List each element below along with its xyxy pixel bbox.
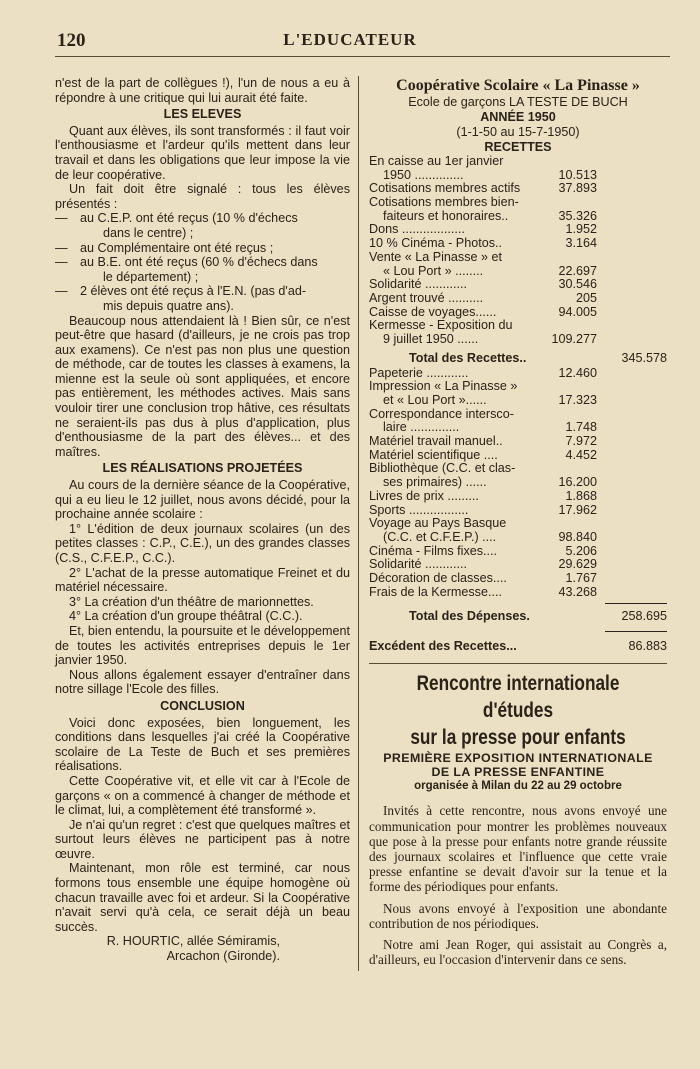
ledger-label: Voyage au Pays Basque bbox=[369, 516, 507, 531]
ledger-label: Cinéma - Films fixes.... bbox=[369, 543, 498, 558]
ledger-amount: 22.697 bbox=[558, 263, 597, 278]
paragraph: Maintenant, mon rôle est terminé, car nous formons tous ensemble une équipe homogène où chacun travaille avec foi et ardeur. Si la Coopérative n'avait servi qu'à cela, ce serait déjà un beau succès. bbox=[55, 861, 350, 934]
ledger-amount: 10.513 bbox=[558, 167, 597, 182]
paragraph: Un fait doit être signalé : tous les élèves présentés : bbox=[55, 182, 350, 211]
ledger-label: Vente « La Pinasse » et bbox=[369, 249, 503, 264]
paragraph: Quant aux élèves, ils sont transformés : il faut voir l'enthousiasme et l'ardeur qu'ils mettent dans leur travail et dans les obligations que leur impose la vie de leur coopérative. bbox=[55, 123, 350, 182]
ledger-row bbox=[369, 251, 667, 265]
column-divider bbox=[358, 76, 359, 971]
ledger-row bbox=[369, 558, 667, 572]
ledger-amount: 1.952 bbox=[565, 222, 597, 237]
ledger-row bbox=[369, 265, 667, 279]
ledger-row bbox=[369, 237, 667, 251]
paragraph: Nous avons envoyé à l'exposition une abondante contribution de nos périodiques. bbox=[369, 900, 667, 931]
ledger-label: Bibliothèque (C.C. et clas- bbox=[369, 461, 516, 476]
ledger-label: Cotisations membres actifs bbox=[369, 181, 521, 196]
list-item bbox=[55, 241, 350, 256]
exam-results-list bbox=[55, 211, 350, 313]
ledger-amount: 17.323 bbox=[558, 393, 597, 407]
list-item bbox=[55, 284, 350, 299]
paragraph: Notre ami Jean Roger, qui assistait au Congrès a, d'ailleurs, eu l'occasion d'intervenir dans ce sens. bbox=[369, 936, 667, 968]
signature-line: Arcachon (Gironde). bbox=[166, 949, 280, 964]
total-recettes-label: Total des Recettes.. bbox=[409, 350, 527, 365]
ledger-amount: 12.460 bbox=[558, 365, 597, 380]
sum-rule bbox=[369, 625, 667, 635]
ledger-row bbox=[369, 292, 667, 306]
ledger-label: Impression « La Pinasse » bbox=[369, 379, 518, 394]
dash: — bbox=[55, 284, 68, 299]
ledger-row bbox=[369, 435, 667, 449]
ledger-row bbox=[369, 504, 667, 518]
ledger-amount: 109.277 bbox=[551, 331, 597, 346]
ledger-row bbox=[369, 572, 667, 586]
depenses-ledger bbox=[369, 367, 667, 600]
ledger-amount: 37.893 bbox=[558, 181, 597, 196]
paragraph: Voici donc exposées, bien longuement, les conditions dans lesquelles j'ai créé la Coopérative scolaire de La Teste de Buch et ses premières réalisations. bbox=[55, 715, 350, 774]
total-recettes-row bbox=[369, 347, 667, 367]
excedent-label: Excédent des Recettes... bbox=[369, 639, 517, 654]
excedent-amount: 86.883 bbox=[628, 639, 667, 654]
ledger-amount: 1.767 bbox=[565, 570, 597, 585]
ledger-row bbox=[369, 449, 667, 463]
ledger-amount: 35.326 bbox=[558, 208, 597, 223]
page-number: 120 bbox=[57, 30, 86, 51]
paragraph: 4° La création d'un groupe théâtral (C.C.). bbox=[69, 609, 303, 624]
ledger-row bbox=[369, 182, 667, 196]
journal-title: L'EDUCATEUR bbox=[283, 30, 417, 49]
ledger-row bbox=[369, 367, 667, 381]
ledger-row bbox=[369, 155, 667, 169]
ledger-amount: 205 bbox=[575, 290, 597, 305]
signature-line: R. HOURTIC, allée Sémiramis, bbox=[106, 934, 280, 949]
ledger-amount: 1.868 bbox=[565, 488, 597, 503]
conference-subtitle: PREMIÈRE EXPOSITION INTERNATIONALE bbox=[383, 751, 653, 766]
year-heading: ANNÉE 1950 bbox=[480, 110, 556, 124]
total-depenses-row bbox=[369, 605, 667, 625]
ledger-label: Matériel travail manuel.. bbox=[369, 434, 503, 449]
ledger-amount: 30.546 bbox=[558, 277, 597, 292]
list-item-text: au C.E.P. ont été reçus (10 % d'échecs bbox=[80, 211, 298, 226]
ledger-amount: 5.206 bbox=[565, 543, 597, 558]
ledger-amount: 98.840 bbox=[558, 529, 597, 544]
ledger-label: Décoration de classes.... bbox=[369, 570, 507, 585]
ledger-row bbox=[369, 380, 667, 394]
recettes-heading: RECETTES bbox=[484, 140, 552, 154]
conference-dates: organisée à Milan du 22 au 29 octobre bbox=[414, 780, 622, 793]
paragraph: Cette Coopérative vit, et elle vit car à l'Ecole de garçons « on a commencé à changer de méthode et le climat, lui, a complètement été transformé ». bbox=[55, 773, 350, 818]
conference-title: Rencontre internationale d'études bbox=[416, 672, 620, 723]
section-heading-conclusion: CONCLUSION bbox=[160, 698, 245, 713]
ledger-label: ses primaires) ...... bbox=[383, 475, 487, 490]
header-rule bbox=[55, 56, 670, 57]
school-name: Ecole de garçons LA TESTE DE BUCH bbox=[408, 95, 628, 109]
ledger-row bbox=[369, 210, 667, 224]
ledger-label: « Lou Port » ........ bbox=[383, 263, 484, 278]
ledger-row bbox=[369, 169, 667, 183]
total-recettes-amount: 345.578 bbox=[621, 350, 667, 365]
period: (1-1-50 au 15-7-1950) bbox=[456, 125, 580, 139]
ledger-row bbox=[369, 223, 667, 237]
ledger-row bbox=[369, 319, 667, 333]
section-heading-eleves: LES ELEVES bbox=[163, 107, 242, 122]
paragraph: Je n'ai qu'un regret : c'est que quelques maîtres et surtout leurs élèves ne participent pas à notre œuvre. bbox=[55, 817, 350, 861]
ledger-row bbox=[369, 333, 667, 347]
ledger-label: Papeterie ............ bbox=[369, 365, 469, 380]
total-depenses-amount: 258.695 bbox=[621, 609, 667, 624]
ledger-amount: 43.268 bbox=[558, 584, 597, 599]
ledger-row bbox=[369, 517, 667, 531]
list-item bbox=[55, 211, 350, 226]
ledger-label: 9 juillet 1950 ...... bbox=[383, 331, 479, 346]
dash: — bbox=[55, 211, 68, 226]
list-item bbox=[55, 255, 350, 270]
list-item-text: 2 élèves ont été reçus à l'E.N. (pas d'ad- bbox=[80, 284, 307, 299]
paragraph: Invités à cette rencontre, nous avons envoyé une communication pour montrer les problèmes nouveaux que pose à la presse pour enfants notre grande réussite des journaux scolaires et l'influence que cette vraie presse enfantine se devait d'avoir sur la tenue et la forme des périodiques pour enfants. bbox=[369, 803, 667, 895]
paragraph: 1° L'édition de deux journaux scolaires (un des petites classes : C.P., C.E.), un des grandes classes (C.S., C.F.E.P., C.C.). bbox=[55, 521, 350, 565]
ledger-amount: 16.200 bbox=[558, 475, 597, 490]
left-column bbox=[55, 76, 350, 964]
paragraph: 3° La création d'un théâtre de marionnettes. bbox=[69, 594, 314, 609]
ledger-row bbox=[369, 421, 667, 435]
paragraph: Et, bien entendu, la poursuite et le développement de toutes les activités entreprises depuis le 1er janvier 1950. bbox=[55, 623, 350, 668]
ledger-row bbox=[369, 408, 667, 422]
recettes-ledger bbox=[369, 155, 667, 347]
ledger-label: Argent trouvé .......... bbox=[369, 290, 484, 305]
ledger-amount: 29.629 bbox=[558, 557, 597, 572]
ledger-label: faiteurs et honoraires.. bbox=[383, 208, 509, 223]
paragraph: Au cours de la dernière séance de la Coopérative, qui a eu lieu le 12 juillet, nous avons décidé, pour la prochaine année scolaire : bbox=[55, 478, 350, 522]
right-column bbox=[369, 76, 667, 973]
list-item-continuation: le département) ; bbox=[103, 269, 199, 284]
section-heading-realisations: LES RÉALISATIONS PROJETÉES bbox=[102, 461, 303, 476]
ledger-row bbox=[369, 545, 667, 559]
ledger-row bbox=[369, 196, 667, 210]
ledger-label: Livres de prix ......... bbox=[369, 488, 479, 503]
list-item-text: au B.E. ont été reçus (60 % d'échecs dans bbox=[80, 255, 318, 270]
ledger-label: Cotisations membres bien- bbox=[369, 195, 519, 210]
ledger-row bbox=[369, 531, 667, 545]
total-depenses-label: Total des Dépenses. bbox=[409, 609, 530, 624]
ledger-amount: 17.962 bbox=[558, 502, 597, 517]
conference-title: sur la presse pour enfants bbox=[410, 726, 626, 750]
list-item-continuation: mis depuis quatre ans). bbox=[103, 298, 234, 313]
ledger-label: En caisse au 1er janvier bbox=[369, 154, 504, 168]
ledger-label: Caisse de voyages...... bbox=[369, 304, 497, 319]
ledger-row bbox=[369, 490, 667, 504]
ledger-row bbox=[369, 586, 667, 600]
ledger-label: laire .............. bbox=[383, 420, 460, 435]
ledger-row bbox=[369, 278, 667, 292]
ledger-amount: 4.452 bbox=[565, 447, 597, 462]
dash: — bbox=[55, 240, 68, 255]
ledger-amount: 7.972 bbox=[565, 434, 597, 449]
section-divider bbox=[369, 663, 667, 664]
ledger-label: Kermesse - Exposition du bbox=[369, 318, 513, 333]
ledger-amount: 3.164 bbox=[565, 236, 597, 251]
paragraph: n'est de la part de collègues !), l'un de nous a eu à répondre à une critique qui lui aurait été faite. bbox=[55, 76, 350, 105]
conference-body bbox=[369, 803, 667, 967]
ledger-amount: 1.748 bbox=[565, 420, 597, 435]
ledger-row bbox=[369, 394, 667, 408]
ledger-amount: 94.005 bbox=[558, 304, 597, 319]
ledger-label: (C.C. et C.F.E.P.) .... bbox=[383, 529, 497, 544]
cooperative-title: Coopérative Scolaire « La Pinasse » bbox=[396, 77, 640, 94]
paragraph: Nous allons également essayer d'entraîner dans notre sillage l'Ecole des filles. bbox=[55, 667, 350, 697]
excedent-row bbox=[369, 635, 667, 655]
ledger-label: Solidarité ............ bbox=[369, 557, 467, 572]
ledger-row bbox=[369, 462, 667, 476]
ledger-label: 10 % Cinéma - Photos.. bbox=[369, 236, 502, 251]
ledger-label: et « Lou Port »...... bbox=[383, 393, 487, 407]
paragraph: 2° L'achat de la presse automatique Freinet et du matériel nécessaire. bbox=[55, 565, 350, 595]
ledger-label: Dons .................. bbox=[369, 222, 465, 237]
conference-subtitle: DE LA PRESSE ENFANTINE bbox=[431, 765, 605, 780]
list-item-continuation: dans le centre) ; bbox=[103, 225, 194, 240]
ledger-label: Matériel scientifique .... bbox=[369, 447, 498, 462]
ledger-row bbox=[369, 306, 667, 320]
ledger-row bbox=[369, 476, 667, 490]
ledger-label: Solidarité ............ bbox=[369, 277, 467, 292]
dash: — bbox=[55, 255, 68, 270]
paragraph: Beaucoup nous attendaient là ! Bien sûr, ce n'est peut-être que hasard (d'ailleurs, je ne crois pas trop aux examens). Ce n'est pas non plus une question de méthode, car de toutes les classes à examens, la mienne est la seule où sont appliquées, et encore pas entièrement, les méthodes actives. Mais sans vouloir tirer une conclusion trop hâtive, ces résultats ne seraient-ils pas dus à plus d'application, plus d'enthousiasme de la part des élèves... et des maîtres. bbox=[55, 313, 350, 459]
ledger-label: Sports ................. bbox=[369, 502, 469, 517]
list-item-text: au Complémentaire ont été reçus ; bbox=[80, 240, 274, 255]
ledger-label: Frais de la Kermesse.... bbox=[369, 584, 502, 599]
ledger-label: Correspondance intersco- bbox=[369, 406, 514, 421]
ledger-label: 1950 .............. bbox=[383, 167, 464, 182]
